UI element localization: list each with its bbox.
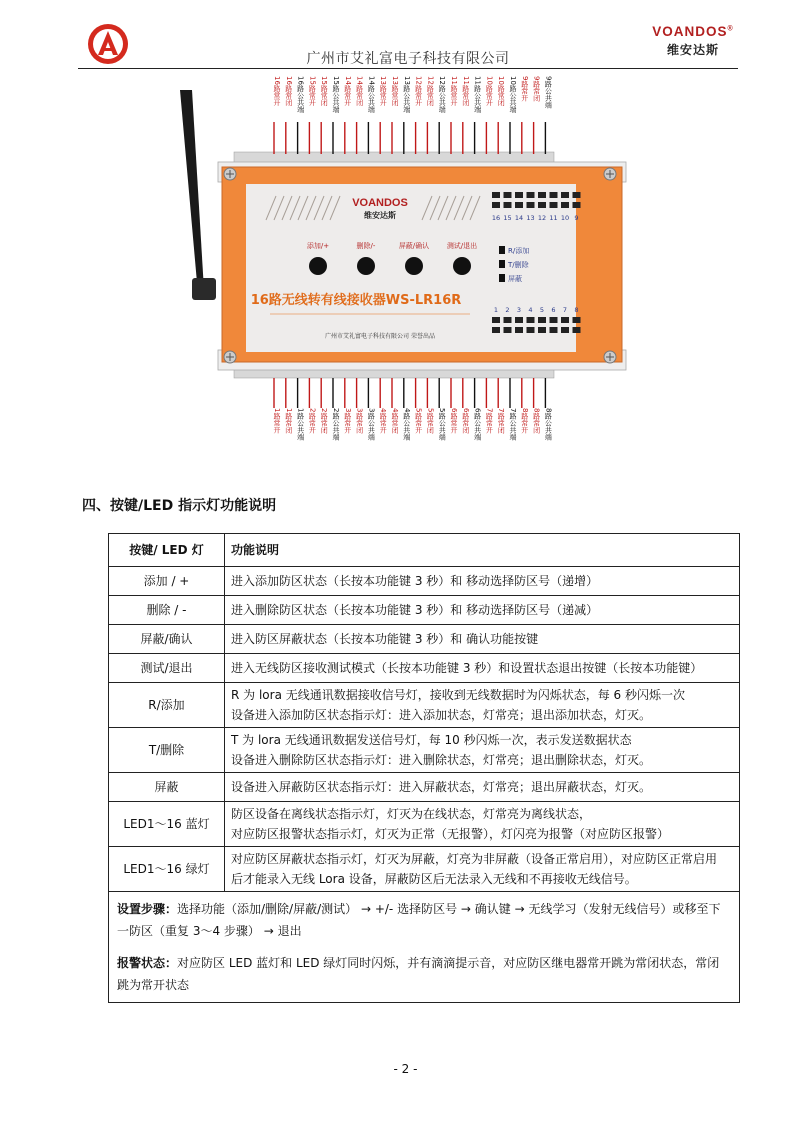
- description-cell: [225, 683, 740, 728]
- led-blue: [527, 317, 535, 323]
- wire-label: 8路常开: [520, 408, 529, 434]
- wire-label: 16路常开: [273, 76, 281, 106]
- led-blue: [492, 192, 500, 198]
- key-cell: 屏蔽/确认: [109, 625, 225, 654]
- header-divider: [78, 68, 738, 69]
- description-line: 设备进入添加防区状态指示灯：进入添加状态，灯常亮；退出添加状态，灯灭。: [231, 708, 652, 722]
- description-line: 后才能录入无线 Lora 设备，屏蔽防区后无法录入无线和不再接收无线信号。: [231, 872, 637, 886]
- led-number: 15: [503, 214, 512, 222]
- panel-button: [453, 257, 471, 275]
- panel-button: [357, 257, 375, 275]
- wire-label: 2路公共端: [332, 408, 340, 441]
- led-blue: [550, 317, 558, 323]
- wire-label: 6路常闭: [461, 408, 470, 434]
- wire-label: 7路公共端: [509, 408, 517, 441]
- led-green: [561, 327, 569, 333]
- led-blue: [550, 192, 558, 198]
- wire-label: 3路公共端: [367, 408, 376, 441]
- function-table: [108, 533, 740, 1003]
- table-row: [109, 654, 740, 683]
- status-led: [499, 246, 505, 254]
- key-cell: 添加 / +: [109, 567, 225, 596]
- table-row: [109, 567, 740, 596]
- wire-label: 2路常开: [308, 408, 317, 434]
- description-cell: [225, 567, 740, 596]
- wire-label: 9路常开: [520, 76, 529, 102]
- led-green: [538, 327, 546, 333]
- led-number: 14: [514, 214, 524, 222]
- led-green: [538, 202, 546, 208]
- led-blue: [561, 317, 569, 323]
- brand-chinese-name: 维安达斯: [666, 43, 719, 57]
- table-row: [109, 625, 740, 654]
- led-green: [527, 202, 535, 208]
- key-cell: T/删除: [109, 728, 225, 773]
- table-header-row: [109, 534, 740, 567]
- wire-label: 9路公共端: [544, 76, 553, 109]
- wire-label: 7路常闭: [497, 408, 506, 434]
- led-number: 3: [516, 306, 522, 314]
- description-cell: [225, 596, 740, 625]
- section-title: 四、按键/LED 指示灯功能说明: [82, 498, 277, 514]
- wire-label: 4路公共端: [402, 408, 411, 441]
- description-line: 对应防区屏蔽状态指示灯，灯灭为屏蔽，灯亮为非屏蔽（设备正常启用），对应防区正常启用: [231, 852, 718, 866]
- table-row: [109, 683, 740, 728]
- panel-button: [309, 257, 327, 275]
- setup-label: 设置步骤：: [117, 902, 178, 916]
- led-number: 10: [560, 214, 570, 222]
- description-cell: [225, 847, 740, 892]
- brand-name: VOANDOS: [652, 24, 728, 39]
- description-cell: [225, 773, 740, 802]
- model-title: 16路无线转有线接收器WS-LR16R: [250, 293, 462, 308]
- led-green: [492, 202, 500, 208]
- description-cell: [225, 625, 740, 654]
- description-cell: [225, 654, 740, 683]
- led-green: [550, 202, 558, 208]
- led-green: [515, 327, 523, 333]
- led-blue: [561, 192, 569, 198]
- led-blue: [538, 192, 546, 198]
- table-notes-row: [109, 892, 740, 1003]
- led-blue: [515, 192, 523, 198]
- wire-label: 4路常开: [379, 408, 388, 434]
- led-green: [492, 327, 500, 333]
- description-line: 进入防区屏蔽状态（长按本功能键 3 秒）和 确认功能按键: [231, 632, 539, 646]
- wire-label: 10路常开: [485, 76, 494, 106]
- description-line: 设备进入屏蔽防区状态指示灯：进入屏蔽状态，灯常亮；退出屏蔽状态，灯灭。: [231, 780, 652, 794]
- wire-label: 1路常闭: [284, 408, 293, 434]
- led-green: [504, 327, 512, 333]
- wire-label: 10路常闭: [497, 76, 506, 106]
- table-row: [109, 802, 740, 847]
- notes-cell: [109, 892, 740, 1003]
- led-number: 16: [491, 214, 501, 222]
- wire-label: 16路公共端: [296, 76, 305, 113]
- description-cell: [225, 802, 740, 847]
- led-number: 2: [505, 306, 510, 314]
- alarm-label: 报警状态：: [117, 956, 178, 970]
- led-green: [573, 202, 581, 208]
- key-cell: LED1～16 蓝灯: [109, 802, 225, 847]
- led-blue: [492, 317, 500, 323]
- key-cell: 屏蔽: [109, 773, 225, 802]
- panel-brand-cn: 维安达斯: [364, 211, 396, 220]
- alarm-note: [117, 952, 731, 996]
- wire-label: 15路公共端: [332, 76, 340, 113]
- wire-label: 13路常开: [379, 76, 388, 106]
- panel-button-label: 测试/退出: [446, 242, 478, 250]
- panel-brand: VOANDOS: [352, 197, 408, 209]
- wire-label: 5路常闭: [426, 408, 435, 434]
- led-green: [527, 327, 535, 333]
- wire-label: 7路常开: [485, 408, 494, 434]
- wire-label: 8路常闭: [532, 408, 541, 434]
- wire-label: 14路常开: [343, 76, 352, 106]
- wire-label: 10路公共端: [509, 76, 517, 113]
- panel-button-label: 屏蔽/确认: [398, 242, 430, 250]
- status-led-label: R/添加: [508, 247, 530, 255]
- table-row: [109, 728, 740, 773]
- description-cell: [225, 728, 740, 773]
- status-led-label: T/删除: [508, 261, 529, 269]
- key-cell: LED1～16 绿灯: [109, 847, 225, 892]
- antenna-icon: [180, 90, 216, 300]
- column-header-function: 功能说明: [225, 534, 740, 567]
- wire-label: 1路常开: [273, 408, 281, 434]
- led-green: [504, 202, 512, 208]
- device-image: [170, 72, 630, 462]
- wire-label: 2路常闭: [320, 408, 329, 434]
- led-blue: [527, 192, 535, 198]
- wire-label: 11路公共端: [473, 76, 482, 113]
- panel-button-label: 删除/-: [356, 242, 376, 250]
- registered-mark: ®: [727, 25, 734, 33]
- description-line: 对应防区报警状态指示灯，灯灭为正常（无报警），灯闪亮为报警（对应防区报警）: [231, 827, 670, 841]
- wire-label: 5路公共端: [438, 408, 447, 441]
- wire-label: 8路公共端: [544, 408, 553, 441]
- description-line: 设备进入删除防区状态指示灯：进入删除状态，灯常亮；退出删除状态，灯灭。: [231, 753, 652, 767]
- led-number: 12: [537, 214, 547, 222]
- led-number: 9: [574, 214, 579, 222]
- wire-label: 15路常闭: [320, 76, 329, 106]
- led-blue: [538, 317, 546, 323]
- wire-label: 4路常闭: [391, 408, 399, 434]
- table-row: [109, 847, 740, 892]
- wire-label: 5路常开: [414, 408, 423, 434]
- company-name: 广州市艾礼富电子科技有限公司: [306, 51, 510, 67]
- wire-label: 12路常闭: [426, 76, 435, 106]
- maker-text: 广州市艾礼富电子科技有限公司 荣誉出品: [325, 333, 435, 340]
- led-number: 11: [549, 214, 558, 222]
- led-blue: [515, 317, 523, 323]
- wire-label: 11路常开: [450, 76, 458, 106]
- description-line: R 为 lora 无线通讯数据接收信号灯，接收到无线数据时为闪烁状态，每 6 秒闪烁一次: [231, 688, 686, 702]
- wire-label: 12路公共端: [438, 76, 447, 113]
- setup-text: 选择功能（添加/删除/屏蔽/测试） → +/- 选择防区号 → 确认键 → 无线学习（发射无线信号）或移至下一防区（重复 3～4 步骤） → 退出: [117, 902, 721, 938]
- led-green: [515, 202, 523, 208]
- wire-label: 13路常闭: [391, 76, 399, 106]
- wire-label: 15路常开: [308, 76, 317, 106]
- wire-label: 3路常开: [343, 408, 352, 434]
- wire-label: 16路常闭: [284, 76, 293, 106]
- led-number: 6: [551, 306, 556, 314]
- key-cell: R/添加: [109, 683, 225, 728]
- led-green: [573, 327, 581, 333]
- column-header-key: 按键/ LED 灯: [109, 534, 225, 567]
- panel-button-label: 添加/+: [306, 242, 330, 250]
- wire-label: 6路公共端: [473, 408, 482, 441]
- key-cell: 测试/退出: [109, 654, 225, 683]
- status-led: [499, 274, 505, 282]
- led-blue: [504, 317, 512, 323]
- page-header: [78, 18, 738, 70]
- alarm-text: 对应防区 LED 蓝灯和 LED 绿灯同时闪烁，并有滴滴提示音，对应防区继电器常开跳为常闭状态，常闭跳为常开状态: [117, 956, 720, 992]
- description-line: T 为 lora 无线通讯数据发送信号灯，每 10 秒闪烁一次，表示发送数据状态: [231, 733, 632, 747]
- led-number: 5: [539, 306, 545, 314]
- table-row: [109, 773, 740, 802]
- led-number: 8: [574, 306, 579, 314]
- led-number: 4: [528, 306, 533, 314]
- page-number: - 2 -: [393, 1062, 418, 1076]
- status-led: [499, 260, 505, 268]
- wire-label: 12路常开: [414, 76, 423, 106]
- led-number: 13: [526, 214, 535, 222]
- description-line: 防区设备在离线状态指示灯，灯灭为在线状态，灯常亮为离线状态，: [231, 807, 592, 821]
- brand-logo: [648, 24, 738, 58]
- wire-label: 14路常闭: [355, 76, 364, 106]
- device-illustration: [170, 72, 630, 462]
- wire-label: 9路常闭: [532, 76, 541, 102]
- description-line: 进入删除防区状态（长按本功能键 3 秒）和 移动选择防区号（递减）: [231, 603, 599, 617]
- table-row: [109, 596, 740, 625]
- wire-label: 1路公共端: [296, 408, 305, 441]
- led-green: [550, 327, 558, 333]
- led-blue: [573, 317, 581, 323]
- wire-label: 6路常开: [450, 408, 458, 434]
- description-line: 进入添加防区状态（长按本功能键 3 秒）和 移动选择防区号（递增）: [231, 574, 599, 588]
- panel-button: [405, 257, 423, 275]
- led-number: 1: [493, 306, 499, 314]
- led-green: [561, 202, 569, 208]
- wire-label: 14路公共端: [367, 76, 376, 113]
- setup-note: [117, 898, 731, 942]
- wire-label: 13路公共端: [402, 76, 411, 113]
- led-blue: [504, 192, 512, 198]
- led-number: 7: [562, 306, 568, 314]
- led-blue: [573, 192, 581, 198]
- wire-label: 3路常闭: [355, 408, 364, 434]
- description-line: 进入无线防区接收测试模式（长按本功能键 3 秒）和设置状态退出按键（长按本功能键）: [231, 661, 703, 675]
- status-led-label: 屏蔽: [508, 275, 522, 283]
- key-cell: 删除 / -: [109, 596, 225, 625]
- wire-label: 11路常闭: [461, 76, 470, 106]
